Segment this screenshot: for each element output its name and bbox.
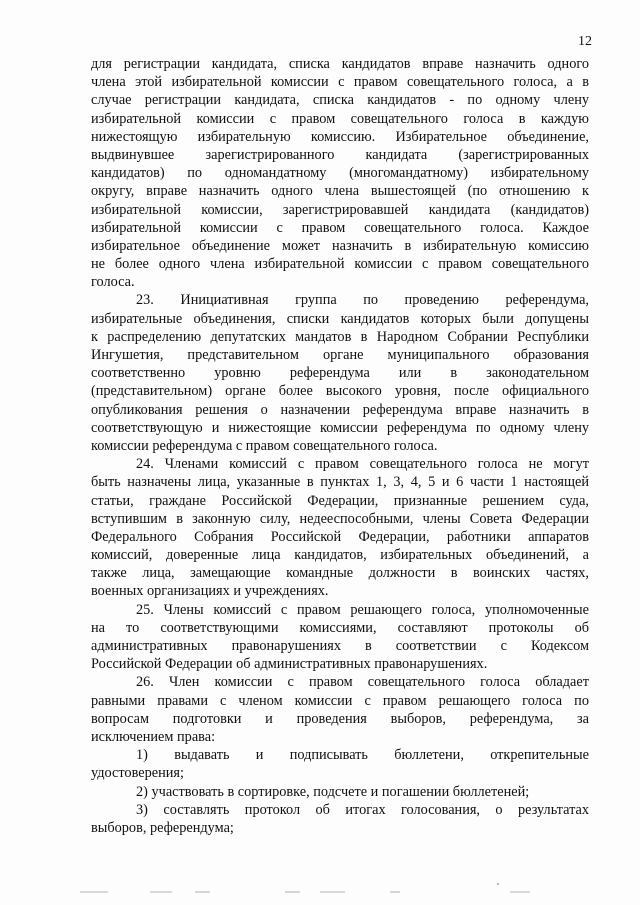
document-body: [91, 55, 589, 837]
text-line: удостоверения;: [91, 765, 184, 782]
text-line: (представительном) органе более высокого уровня, после официального: [91, 383, 589, 400]
text-line: опубликования решения о назначении референдума вправе назначить в: [91, 401, 589, 418]
text-line: комиссий, доверенные лица кандидатов, избирательных объединений, а: [91, 547, 589, 564]
text-line: округу, вправе назначить одного члена вышестоящей (по отношению к: [91, 183, 589, 200]
text-line: комиссии референдума с правом совещательного голоса.: [91, 437, 438, 454]
text-line: голоса.: [91, 274, 135, 291]
text-line: военных организациях и учреждениях.: [91, 583, 329, 600]
text-line: соответствующую и нижестоящие комиссии референдума по одному члену: [91, 419, 589, 436]
text-line: избирательное объединение может назначить в избирательную комиссию: [91, 237, 589, 254]
text-line: нижестоящую избирательную комиссию. Избирательное объединение,: [91, 128, 589, 145]
text-line: к распределению депутатских мандатов в Народном Собрании Республики: [91, 328, 589, 345]
text-line: 24. Членами комиссий с правом совещательного голоса не могут: [136, 456, 589, 473]
text-line: вступившим в законную силу, недееспособными, члены Совета Федерации: [91, 510, 589, 527]
text-line: на то соответствующими комиссиями, составляют протоколы об: [91, 619, 589, 636]
text-line: также лица, замещающие командные должности в воинских частях,: [91, 565, 589, 582]
text-line: выборов, референдума;: [91, 819, 234, 836]
text-line: избирательные объединения, списки кандидатов которых были допущены: [91, 310, 589, 327]
text-line: случае регистрации кандидата, списка кандидатов - по одному члену: [91, 92, 589, 109]
text-line: избирательной комиссии с правом совещательного голоса. Каждое: [91, 219, 589, 236]
text-line: избирательной комиссии, зарегистрировавшей кандидата (кандидатов): [91, 201, 589, 218]
text-line: Федерального Собрания Российской Федерации, работники аппаратов: [91, 528, 589, 545]
text-line: Ингушетия, представительном органе муниципального образования: [91, 347, 589, 363]
text-line: 25. Члены комиссий с правом решающего голоса, уполномоченные: [136, 601, 589, 618]
text-line: быть назначены лица, указанные в пунктах 1, 3, 4, 5 и 6 части 1 настоящей: [91, 474, 589, 491]
text-line: 26. Член комиссии с правом совещательного голоса обладает: [136, 674, 589, 691]
text-line: члена этой избирательной комиссии с правом совещательного голоса, а в: [91, 74, 589, 91]
text-line: вопросам подготовки и проведения выборов, референдума, за: [91, 710, 589, 727]
text-line: статьи, граждане Российской Федерации, признанные решением суда,: [91, 492, 589, 509]
text-line: избирательной комиссии с правом совещательного голоса в каждую: [91, 110, 589, 127]
text-line: выдвинувшее зарегистрированного кандидата (зарегистрированных: [91, 146, 589, 163]
text-line: 3) составлять протокол об итогах голосования, о результатах: [136, 801, 589, 818]
scan-artifact-marks: [0, 880, 640, 900]
text-line: Российской Федерации об административных правонарушениях.: [91, 656, 488, 673]
text-line: исключением права:: [91, 728, 216, 745]
page-number: 12: [578, 34, 592, 49]
text-line: не более одного члена избирательной комиссии с правом совещательного: [91, 256, 589, 273]
text-line: 23. Инициативная группа по проведению референдума,: [136, 292, 589, 309]
text-line: соответственно уровню референдума или в законодательном: [91, 365, 589, 382]
text-line: 2) участвовать в сортировке, подсчете и погашении бюллетеней;: [136, 783, 530, 800]
text-line: для регистрации кандидата, списка кандидатов вправе назначить одного: [91, 56, 589, 72]
text-line: кандидатов) по одномандатному (многомандатному) избирательному: [91, 165, 589, 182]
text-line: 1) выдавать и подписывать бюллетени, открепительные: [136, 747, 589, 764]
text-line: административных правонарушениях в соответствии с Кодексом: [91, 638, 589, 654]
text-line: равными правами с членом комиссии с правом решающего голоса по: [91, 692, 589, 709]
